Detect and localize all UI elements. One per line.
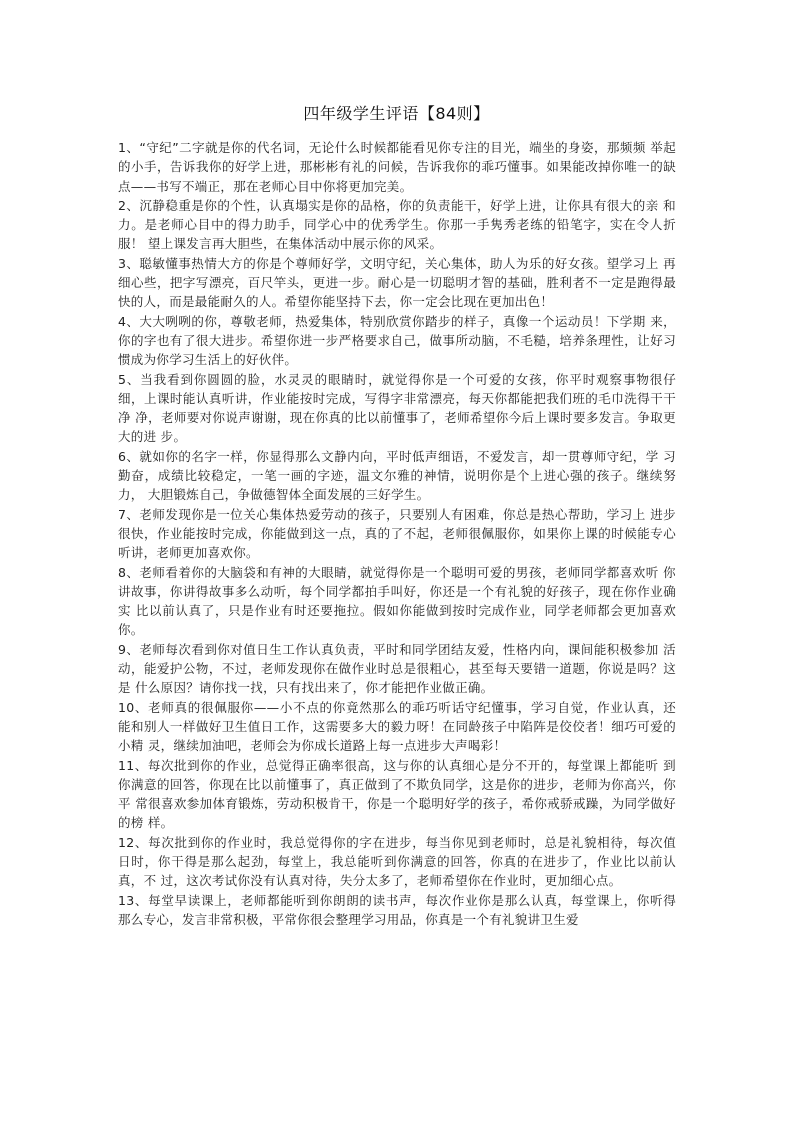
document-title: 四年级学生评语【84则】 [303, 104, 490, 123]
comment-paragraph-13: 13、每堂早读课上，老师都能听到你朗朗的读书声，每次作业你是那么认真，每堂课上，你听得 那么专心，发言非常积极，平常你很会整理学习用品，你真是一个有礼貌讲卫生爱 [118, 892, 676, 927]
comment-paragraph-5: 5、当我看到你圆圆的脸，水灵灵的眼睛时，就觉得你是一个可爱的女孩，你平时观察事物很仔 细，上课时能认真听讲，作业能按时完成，写得字非常漂亮，每天你都能把我们班的毛巾洗得干干净 净，老师要对你说声谢谢，现在你真的比以前懂事了，老师希望你今后上课时要多发言。争取更大的进 步。 [118, 371, 676, 445]
comment-paragraph-12: 12、每次批到你的作业时，我总觉得你的字在进步，每当你见到老师时，总是礼貌相待，每次值 日时，你干得是那么起劲，每堂上，我总能听到你满意的回答，你真的在进步了，作业比以前认真，不 过，这次考试你没有认真对待，失分太多了，老师希望你在作业时，更加细心点。 [118, 834, 676, 889]
comment-paragraph-2: 2、沉静稳重是你的个性，认真塌实是你的品格，你的负责能干，好学上进，让你具有很大的亲 和力。是老师心目中的得力助手，同学心中的优秀学生。你那一手隽秀老练的铅笔字，实在令人折服！ 望上课发言再大胆些，在集体活动中展示你的风采。 [118, 197, 676, 252]
comment-paragraph-7: 7、老师发现你是一位关心集体热爱劳动的孩子，只要别人有困难，你总是热心帮助，学习上 进步很快，作业能按时完成，你能做到这一点，真的了不起，老师很佩服你，如果你上课的时候能专心 听讲，老师更加喜欢你。 [118, 506, 676, 561]
comment-paragraph-11: 11、每次批到你的作业，总觉得正确率很高，这与你的认真细心是分不开的，每堂课上都能听 到你满意的回答，你现在比以前懂事了，真正做到了不欺负同学，这是你的进步，老师为你高兴，你平 常很喜欢参加体育锻炼，劳动积极肯干，你是一个聪明好学的孩子，希你戒骄戒躁，为同学做好的榜 样。 [118, 757, 676, 831]
comment-paragraph-6: 6、就如你的名字一样，你显得那么文静内向，平时低声细语，不爱发言，却一贯尊师守纪，学 习勤奋，成绩比较稳定，一笔一画的字迹，温文尔雅的神情，说明你是个上进心强的孩子。继续努力， 大胆锻炼自己，争做德智体全面发展的三好学生。 [118, 448, 676, 503]
comment-paragraph-9: 9、老师每次看到你对值日生工作认真负责，平时和同学团结友爱，性格内向，课间能积极参加 活动，能爱护公物，不过，老师发现你在做作业时总是很粗心，甚至每天要错一道题，你说是吗？这是 什么原因？请你找一找，只有找出来了，你才能把作业做正确。 [118, 641, 676, 696]
comment-paragraph-10: 10、老师真的很佩服你——小不点的你竟然那么的乖巧听话守纪懂事，学习自觉，作业认真，还 能和别人一样做好卫生值日工作，这需要多大的毅力呀！在同龄孩子中陷阵是佼佼者！细巧可爱的小精 灵，继续加油吧，老师会为你成长道路上每一点进步大声喝彩！ [118, 699, 676, 754]
comment-paragraph-8: 8、老师看着你的大脑袋和有神的大眼睛，就觉得你是一个聪明可爱的男孩，老师同学都喜欢听 你讲故事，你讲得故事多么动听，每个同学都拍手叫好，你还是一个有礼貌的好孩子，现在你作业确实 比以前认真了，只是作业有时还要拖拉。假如你能做到按时完成作业，同学老师都会更加喜欢你。 [118, 564, 676, 638]
comment-paragraph-1: 1、“守纪”二字就是你的代名词，无论什么时候都能看见你专注的目光，端坐的身姿，那频频 举起的小手，告诉我你的好学上进，那彬彬有礼的问候，告诉我你的乖巧懂事。如果能改掉你唯一的缺 点——书写不端正，那在老师心目中你将更加完美。 [118, 140, 676, 194]
comment-paragraph-4: 4、大大咧咧的你，尊敬老师，热爱集体，特别欣赏你踏步的样子，真像一个运动员！下学期 来，你的字也有了很大进步。希望你进一步严格要求自己，做事所动脑，不毛糙，培养条理性，让好习 惯成为你学习生活上的好伙伴。 [118, 313, 676, 368]
comment-paragraph-3: 3、聪敏懂事热情大方的你是个尊师好学，文明守纪，关心集体，助人为乐的好女孩。望学习上 再细心些，把字写漂亮，百尺竿头，更进一步。耐心是一切聪明才智的基础，胜利者不一定是跑得最快的人，而是最能耐久的人。希望你能坚持下去，你一定会比现在更加出色！ [118, 255, 676, 310]
document-body [118, 138, 676, 929]
